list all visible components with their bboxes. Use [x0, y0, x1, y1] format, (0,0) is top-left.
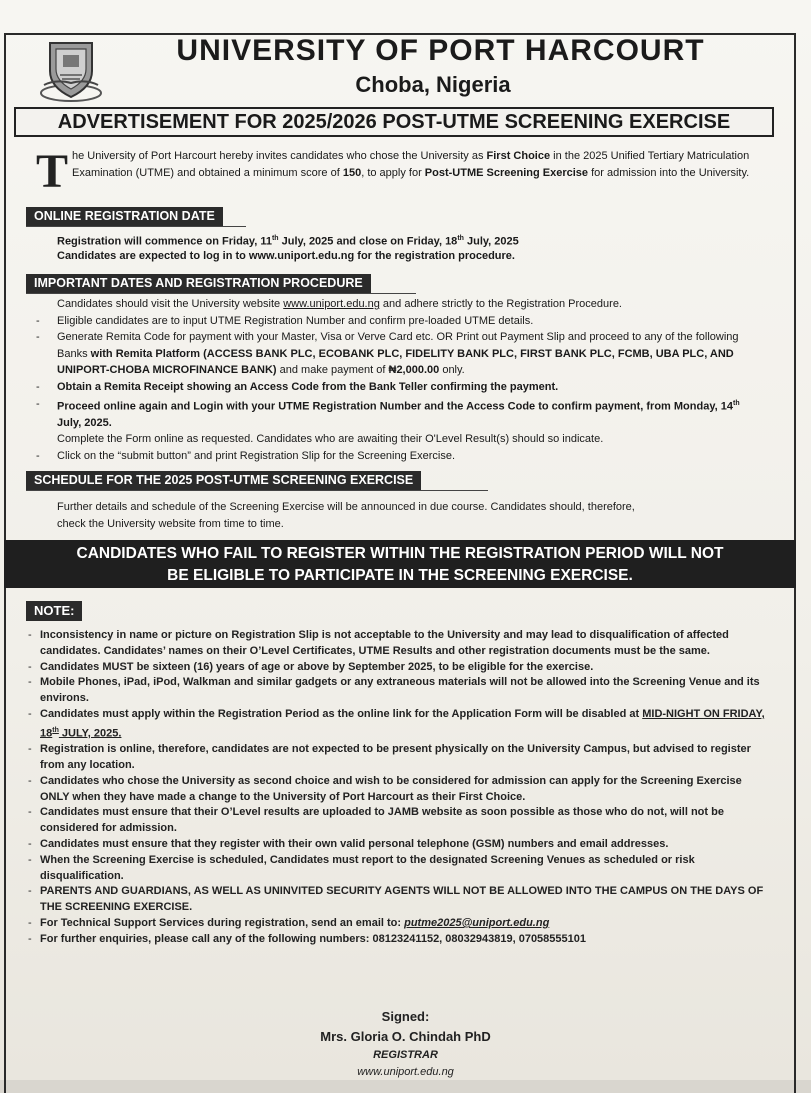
section-heading-online-registration: ONLINE REGISTRATION DATE	[26, 207, 223, 226]
registrar-title: REGISTRAR	[373, 1049, 438, 1061]
drop-cap: T	[36, 145, 69, 198]
eligibility-warning: CANDIDATES WHO FAIL TO REGISTER WITHIN THE REGISTRATION PERIOD WILL NOT BE ELIGIBLE TO PARTICIPATE IN THE SCREENING EXERCISE.	[4, 540, 796, 588]
list-item: - For further enquiries, please call any of the following numbers: 08123241152, 08032943819, 07058555101	[28, 932, 586, 945]
list-item: Candidates should visit the University website www.uniport.edu.ng and adhere strictly to the Registration Procedure.	[57, 298, 622, 310]
list-item: - Candidates MUST be sixteen (16) years of age or above by September 2025, to be eligible for the exercise.	[28, 660, 594, 673]
signed-label: Signed:	[381, 1009, 430, 1024]
schedule-line-2: check the University website from time to time.	[57, 518, 284, 530]
list-item: - PARENTS AND GUARDIANS, AS WELL AS UNINVITED SECURITY AGENTS WILL NOT BE ALLOWED INTO THE CAMPUS ON THE DAYS OF THE SCREENING EXERCISE.	[28, 885, 764, 914]
list-item: - Click on the “submit button” and print Registration Slip for the Screening Exercise.	[36, 450, 456, 462]
login-instruction: Candidates are expected to log in to www.uniport.edu.ng for the registration procedure.	[57, 250, 515, 262]
list-item: - Generate Remita Code for payment with your Master, Visa or Verve Card etc. OR Print out Payment Slip and proceed to any of the following Banks with Remita Platform (ACCESS BANK PLC, ECOBANK PLC, FIDELITY BANK PLC, FIRST BANK PLC, FCMB, UBA PLC, AND UNIPORT-CHOBA MICROFINANCE BANK) and make payment of ₦2,000.00 only.	[36, 331, 739, 377]
website-link[interactable]: www.uniport.edu.ng	[283, 298, 380, 310]
registration-dates: Registration will commence on Friday, 11th July, 2025 and close on Friday, 18th July, 2025	[57, 235, 519, 248]
intro-paragraph: T he University of Port Harcourt hereby invites candidates who chose the University as First Choice in the 2025 Unified Tertiary Matriculation Examination (UTME) and obtained a minimum score of 150, to apply for Post-UTME Screening Exercise for admission into the University.	[36, 145, 750, 198]
schedule-line-1: Further details and schedule of the Screening Exercise will be announced in due course. Candidates should, therefore,	[57, 501, 635, 513]
list-item: - When the Screening Exercise is scheduled, Candidates must report to the designated Screening Venues as scheduled or risk disqualification.	[28, 853, 695, 882]
list-item: Complete the Form online as requested. Candidates who are awaiting their O'Level Result(s) should so indicate.	[57, 433, 604, 446]
university-name: UNIVERSITY OF PORT HARCOURT	[176, 34, 705, 67]
registrar-name: Mrs. Gloria O. Chindah PhD	[320, 1029, 491, 1044]
section-heading-procedure: IMPORTANT DATES AND REGISTRATION PROCEDURE	[26, 274, 371, 293]
section-heading-schedule: SCHEDULE FOR THE 2025 POST-UTME SCREENING EXERCISE	[26, 471, 421, 490]
list-item: - Candidates who chose the University as second choice and wish to be considered for admission can apply for the Screening Exercise ONLY when they have made a change to the University of Port Harcourt as their First Choice.	[28, 774, 742, 803]
list-item: - Proceed online again and Login with your UTME Registration Number and the Access Code to confirm payment, from Monday, 14th July, 2025.	[36, 397, 740, 429]
list-item: - Candidates must ensure that their O’Level results are uploaded to JAMB website as soon possible as those who do not, will not be considered for admission.	[28, 806, 724, 835]
list-item: - Candidates must ensure that they register with their own valid personal telephone (GSM) numbers and email addresses.	[28, 838, 669, 851]
notes-list	[26, 628, 766, 948]
list-item: - Mobile Phones, iPad, iPod, Walkman and similar gadgets or any extraneous materials will not be allowed into the Screening Venue and its environs.	[28, 676, 760, 705]
list-item: - Obtain a Remita Receipt showing an Access Code from the Bank Teller confirming the payment.	[36, 380, 559, 393]
section-rule	[26, 226, 246, 227]
section-rule	[26, 490, 488, 491]
list-item: - Registration is online, therefore, candidates are not expected to be present physically on the University Campus, but advised to register from any location.	[28, 743, 751, 772]
procedure-list	[36, 296, 766, 465]
section-rule	[26, 293, 416, 294]
advertisement-banner: ADVERTISEMENT FOR 2025/2026 POST-UTME SCREENING EXERCISE	[14, 107, 774, 137]
list-item: - For Technical Support Services during registration, send an email to: putme2025@uniport.edu.ng	[28, 917, 550, 929]
support-email-link[interactable]: putme2025@uniport.edu.ng	[404, 917, 550, 929]
note-heading: NOTE:	[26, 601, 82, 621]
list-item: - Candidates must apply within the Registration Period as the online link for the Application Form will be disabled at MID-NIGHT ON FRIDAY, 18th JULY, 2025.	[28, 707, 765, 740]
list-item: - Eligible candidates are to input UTME Registration Number and confirm pre-loaded UTME details.	[36, 314, 534, 327]
list-item: - Inconsistency in name or picture on Registration Slip is not acceptable to the University and may lead to disqualification of affected candidates. Candidates’ names on their O’Level Certificates, UTME Results and other registration documents must be the same.	[28, 629, 729, 657]
university-location: Choba, Nigeria	[355, 72, 511, 97]
footer-website: www.uniport.edu.ng	[357, 1066, 454, 1078]
